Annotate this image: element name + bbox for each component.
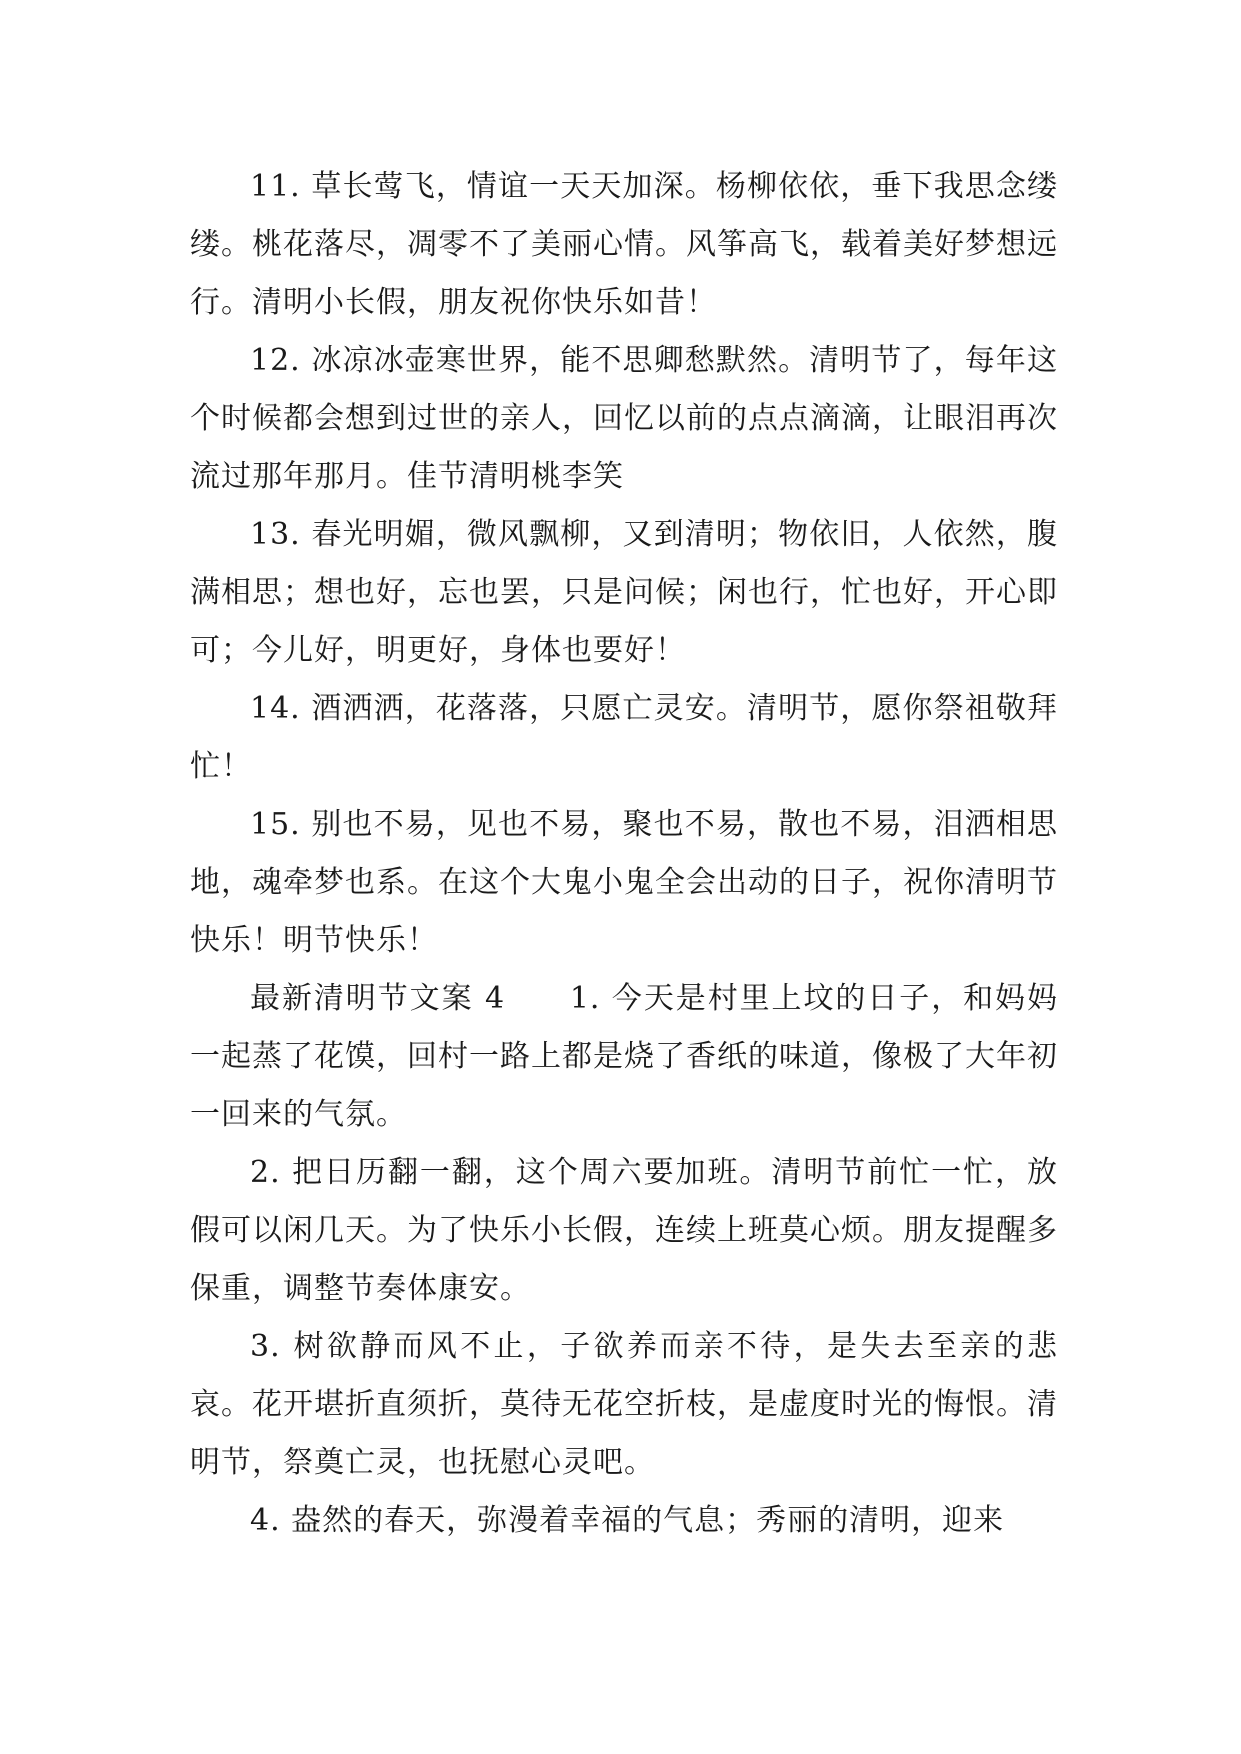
paragraph-item-13: 13. 春光明媚，微风飘柳，又到清明；物依旧，人依然，腹满相思；想也好，忘也罢，只是问候；闲也行，忙也好，开心即可；今儿好，明更好，身体也要好！	[190, 517, 1058, 668]
section-4-paragraph-4: 4. 盎然的春天，弥漫着幸福的气息；秀丽的清明，迎来	[250, 1503, 1005, 1538]
section-4-paragraph-1: 最新清明节文案 4 1. 今天是村里上坟的日子，和妈妈一起蒸了花馍，回村一路上都是烧了香纸的味道，像极了大年初一回来的气氛。	[190, 981, 1058, 1132]
document-body	[190, 158, 1058, 1550]
paragraph-item-12: 12. 冰凉冰壶寒世界，能不思卿愁默然。清明节了，每年这个时候都会想到过世的亲人，回忆以前的点点滴滴，让眼泪再次流过那年那月。佳节清明桃李笑	[190, 343, 1058, 494]
paragraph-item-14: 14. 酒洒洒，花落落，只愿亡灵安。清明节，愿你祭祖敬拜忙！	[190, 691, 1058, 784]
section-4-paragraph-3: 3. 树欲静而风不止，子欲养而亲不待，是失去至亲的悲哀。花开堪折直须折，莫待无花空折枝，是虚度时光的悔恨。清明节，祭奠亡灵，也抚慰心灵吧。	[190, 1329, 1058, 1480]
paragraph-item-15: 15. 别也不易，见也不易，聚也不易，散也不易，泪洒相思地，魂牵梦也系。在这个大鬼小鬼全会出动的日子，祝你清明节快乐！明节快乐！	[190, 807, 1058, 958]
section-4-paragraph-2: 2. 把日历翻一翻，这个周六要加班。清明节前忙一忙，放假可以闲几天。为了快乐小长假，连续上班莫心烦。朋友提醒多保重，调整节奏体康安。	[190, 1155, 1058, 1306]
paragraph-item-11: 11. 草长莺飞，情谊一天天加深。杨柳依依，垂下我思念缕缕。桃花落尽，凋零不了美丽心情。风筝高飞，载着美好梦想远行。清明小长假，朋友祝你快乐如昔！	[190, 169, 1058, 320]
